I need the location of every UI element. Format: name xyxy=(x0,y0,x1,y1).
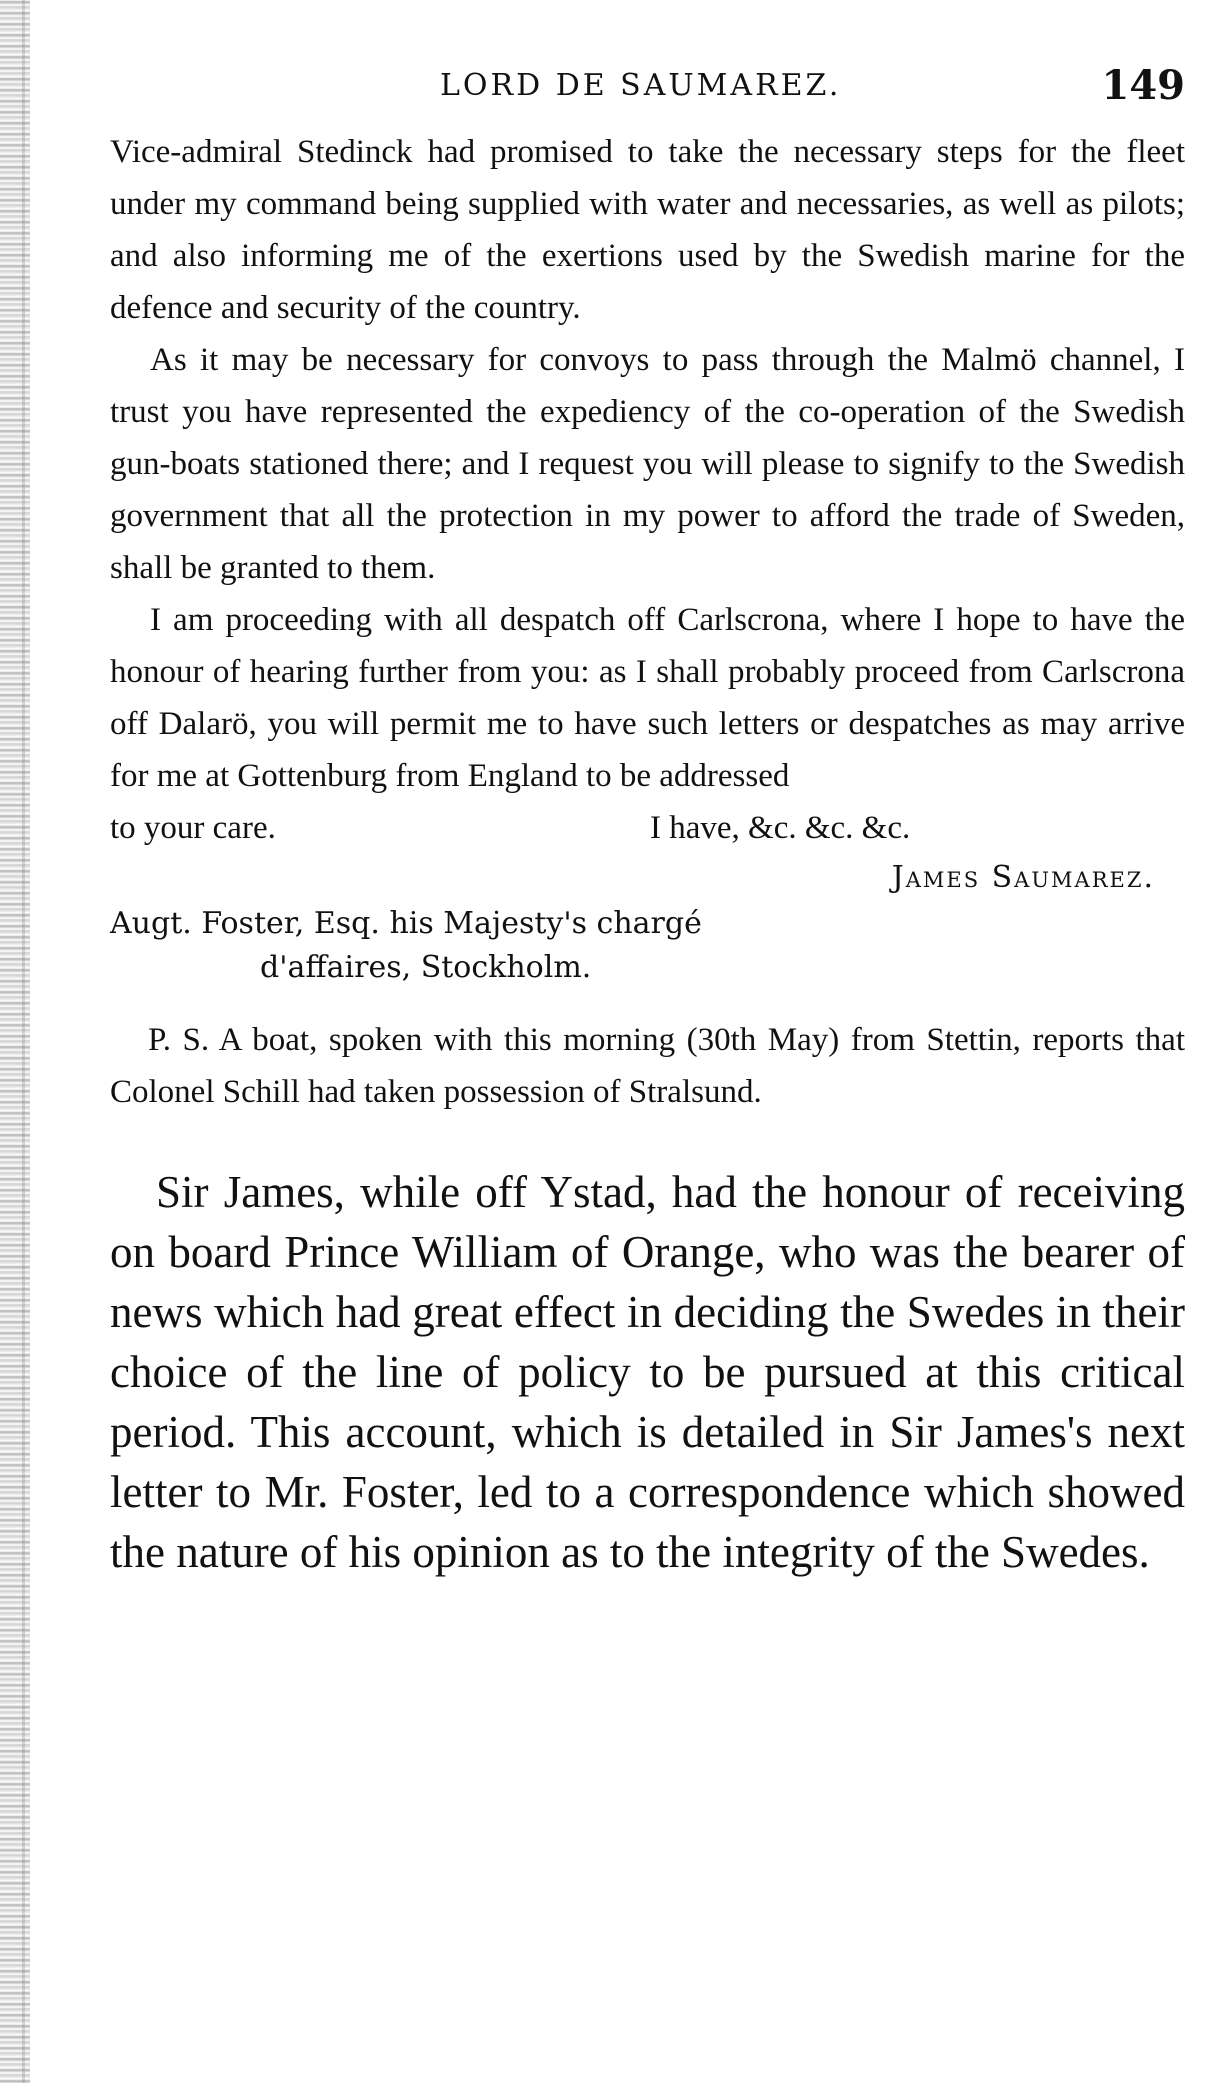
letter-paragraph-2: As it may be necessary for convoys to pass through the Malmö channel, I trust you have represented the expediency of the co-operation of the Swedish gun-boats stationed there; and I request you will please to signify to the Swedish government that all the protection in my power to afford the trade of Sweden, shall be granted to them. xyxy=(110,342,1185,586)
signature: James Saumarez. xyxy=(891,860,1155,895)
addressee-line-1: Augt. Foster, Esq. his Majesty's chargé xyxy=(110,906,702,941)
addressee-line-2: d'affaires, Stockholm. xyxy=(260,950,592,985)
page-number: 149 xyxy=(1101,62,1185,109)
closing-left: to your care. xyxy=(110,810,276,846)
postscript: P. S. A boat, spoken with this morning (30th May) from Stettin, reports that Colonel Schill had taken possession of Stralsund. xyxy=(110,1022,1185,1110)
narrative-paragraph: Sir James, while off Ystad, had the honour of receiving on board Prince William of Orange, who was the bearer of news which had great effect in deciding the Swedes in their choice of the line of policy to be pursued at this critical period. This account, which is detailed in Sir James's next letter to Mr. Foster, led to a correspondence which showed the nature of his opinion as to the integrity of the Swedes. xyxy=(110,1167,1185,1577)
letter-paragraph-3: I am proceeding with all despatch off Carlscrona, where I hope to have the honour of hearing further from you: as I shall probably proceed from Carlscrona off Dalarö, you will permit me to have such letters or despatches as may arrive for me at Gottenburg from England to be addressed xyxy=(110,602,1185,794)
addressee xyxy=(110,902,1185,990)
binding-gutter-edge xyxy=(22,0,25,2083)
letter-paragraph-1: Vice-admiral Stedinck had promised to take the necessary steps for the fleet under my command being supplied with water and necessaries, as well as pilots; and also informing me of the exertions used by the Swedish marine for the defence and security of the country. xyxy=(110,134,1185,326)
letter-closing xyxy=(110,802,1185,854)
letter-body xyxy=(110,118,1185,854)
running-head xyxy=(110,58,1185,118)
binding-gutter xyxy=(0,0,30,2083)
book-page xyxy=(110,58,1185,1582)
running-title: LORD DE SAUMAREZ. xyxy=(440,68,842,103)
closing-right: I have, &c. &c. &c. xyxy=(650,810,911,846)
